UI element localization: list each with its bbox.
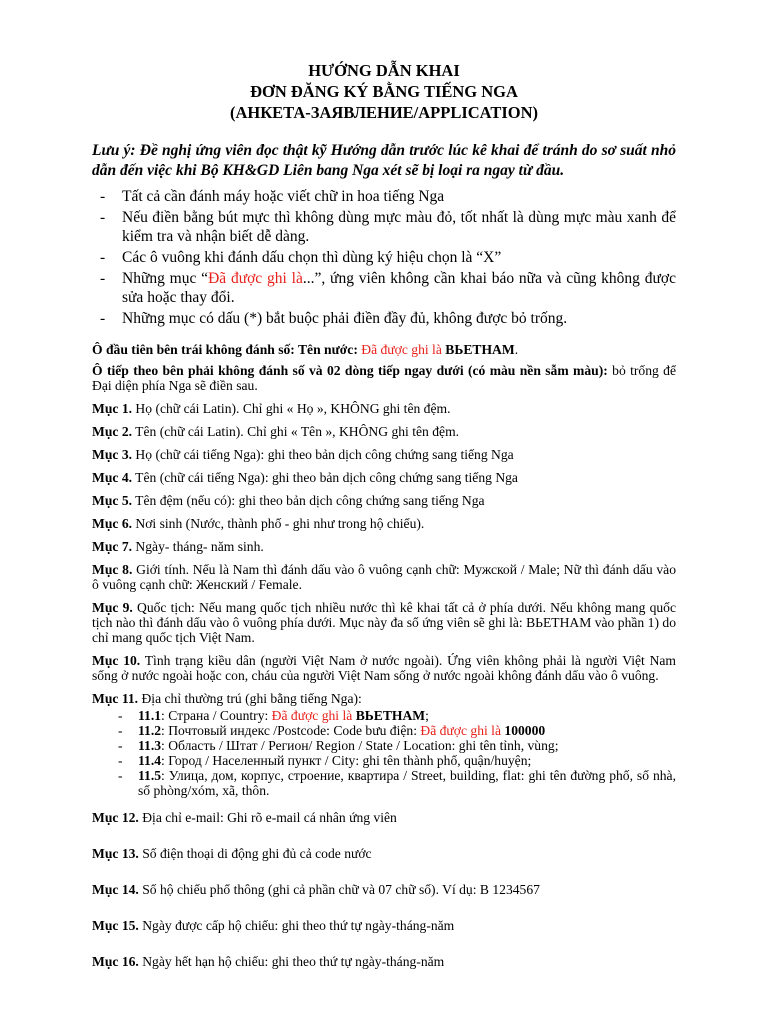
item-paragraph [92,600,676,645]
item-paragraph [92,810,676,825]
item-paragraph [92,562,676,592]
item-text: Quốc tịch: Nếu mang quốc tịch nhiều nước thì kê khai tất cả ở phía dưới. Nếu không mang quốc tịch nào thì đánh dấu vào ô vuông phía dưới. Mục này đa số ứng viên sẽ ghi là: ВЬЕТНАМ vào phần 1) do chỉ mang quốc tịch Việt Nam. [92,600,676,645]
prefilled-marker: Đã được ghi là [420,723,501,738]
item-paragraph [92,846,676,861]
country-value: ВЬЕТНАМ [352,708,426,723]
instruction-text: Những mục có dấu (*) bắt buộc phải điền đầy đủ, không được bỏ trống. [122,310,568,327]
item-paragraph [92,954,676,969]
item-text: Họ (chữ cái Latin). Chỉ ghi « Họ », KHÔNG ghi tên đệm. [132,401,451,416]
item-paragraph [92,918,676,933]
title-line-2: ĐƠN ĐĂNG KÝ BẰNG TIẾNG NGA [250,82,518,101]
instruction-item: - Những mục có dấu (*) bắt buộc phải điền đầy đủ, không được bỏ trống. [100,310,568,327]
subitem-text: : Улица, дом, корпус, строение, квартира / Street, building, flat: ghi tên đường phố, số nhà, số phòng/xóm, xã, thôn. [138,768,676,798]
instruction-text: Các ô vuông khi đánh dấu chọn thì dùng ký hiệu chọn là “X” [122,249,502,266]
item-text: Ngày được cấp hộ chiếu: ghi theo thứ tự ngày-tháng-năm [138,918,455,933]
subitem-label: 11.2 [138,723,162,738]
title-line-1: HƯỚNG DẪN KHAI [308,61,460,80]
item-text: Tình trạng kiều dân (người Việt Nam ở nước ngoài). Ứng viên không phải là người Việt Nam sống ở nước ngoài hoặc con, cháu của người Việt Nam sống ở nước ngoài không đánh dấu vào ô vuông. [92,653,676,683]
subitem-label: 11.4 [138,753,162,768]
subitem-text: : Город / Населенный пункт / City: ghi tên thành phố, quận/huyện; [161,753,532,768]
address-subitem: - 11.1: Страна / Country: Đã được ghi là ВЬЕТНАМ; [118,708,429,723]
document-page [92,60,676,969]
instruction-item: - Nếu điền bằng bút mực thì không dùng mực màu đỏ, tốt nhất là dùng mực màu xanh để kiểm tra và nhận biết dễ dàng. [100,209,676,245]
postcode-value: 100000 [501,723,546,738]
subitem-text: : Почтовый индекс /Postcode: Code bưu điện: [161,723,421,738]
item-text: Họ (chữ cái tiếng Nga): ghi theo bản dịch công chứng sang tiếng Nga [132,447,514,462]
instruction-text: Nếu điền bằng bút mực thì không dùng mực màu đỏ, tốt nhất là dùng mực màu xanh để kiểm tra và nhận biết dễ dàng. [122,209,676,245]
item-paragraph [92,493,676,508]
punctuation: . [514,342,519,357]
item-label: Mục 6. [92,516,133,531]
item-text: Địa chỉ thường trú (ghi bằng tiếng Nga): [138,691,362,706]
address-sublist [92,708,676,798]
title-line-3: (АНКЕТА-ЗАЯВЛЕНИЕ/APPLICATION) [229,103,539,122]
item-label: Mục 14. [92,882,139,897]
instruction-item: - Tất cả cần đánh máy hoặc viết chữ in hoa tiếng Nga [100,188,445,205]
subitem-label: 11.1 [138,708,162,723]
item-label: Mục 16. [92,954,139,969]
subitem-text: : Страна / Country: [161,708,272,723]
item-paragraph [92,516,676,531]
item-label: Mục 10. [92,653,141,668]
item-label: Mục 7. [92,539,133,554]
prefilled-marker: Đã được ghi là [208,270,303,287]
subitem-text: : Область / Штат / Регион/ Region / State / Location: ghi tên tỉnh, vùng; [161,738,559,753]
items-section [92,401,676,706]
item-paragraph [92,424,676,439]
instruction-item: - Những mục “Đã được ghi là...”, ứng viên không cần khai báo nữa và cũng không được sửa hoặc thay đổi. [100,270,676,306]
item-label: Mục 3. [92,447,133,462]
item-text: Nơi sinh (Nước, thành phố - ghi như trong hộ chiếu). [132,516,425,531]
item-label: Mục 13. [92,846,139,861]
item-text: Giới tính. Nếu là Nam thì đánh dấu vào ô vuông cạnh chữ: Мужской / Male; Nữ thì đánh dấu vào ô vuông cạnh chữ: Женский / Female. [92,562,676,592]
item-text: Tên (chữ cái tiếng Nga): ghi theo bản dịch công chứng sang tiếng Nga [132,470,518,485]
item-text: Tên (chữ cái Latin). Chỉ ghi « Tên », KHÔNG ghi tên đệm. [132,424,460,439]
items-section-2 [92,810,676,969]
item-paragraph [92,691,676,706]
instruction-text: Tất cả cần đánh máy hoặc viết chữ in hoa tiếng Nga [122,188,445,205]
item-text: Ngày hết hạn hộ chiếu: ghi theo thứ tự ngày-tháng-năm [138,954,445,969]
second-box-text: bỏ trống để Đại diện phía Nga sẽ điền sau. [92,363,676,393]
item-label: Mục 1. [92,401,133,416]
instruction-item: - Các ô vuông khi đánh dấu chọn thì dùng ký hiệu chọn là “X” [100,249,502,266]
prefilled-marker: Đã được ghi là [361,342,442,357]
item-label: Mục 11. [92,691,139,706]
item-label: Mục 8. [92,562,133,577]
instruction-text: Những mục “ [122,270,209,287]
item-label: Mục 12. [92,810,139,825]
subitem-label: 11.3 [138,738,162,753]
item-text: Số hộ chiếu phổ thông (ghi cả phần chữ và 07 chữ số). Ví dụ: B 1234567 [138,882,540,897]
item-paragraph [92,470,676,485]
prefilled-marker: Đã được ghi là [271,708,353,723]
item-text: Ngày- tháng- năm sinh. [132,539,264,554]
item-paragraph [92,447,676,462]
item-paragraph [92,653,676,683]
instruction-text: ...”, ứng viên không cần khai báo nữa và cũng không được sửa hoặc thay đổi. [122,270,676,306]
first-box-paragraph [92,342,676,357]
address-subitem: - 11.5: Улица, дом, корпус, строение, квартира / Street, building, flat: ghi tên đường phố, số nhà, số phòng/xóm, xã, thôn. [118,768,676,798]
item-label: Mục 15. [92,918,139,933]
item-paragraph [92,539,676,554]
first-box-label: Ô đầu tiên bên trái không đánh số: Tên nước: [92,342,362,357]
note-paragraph: Lưu ý: Đề nghị ứng viên đọc thật kỹ Hướng dẫn trước lúc kê khai để tránh do sơ suất nhỏ dẫn đến việc khi Bộ KH&GD Liên bang Nga xét sẽ bị loại ra ngay từ đầu. [92,142,676,179]
subitem-label: 11.5 [138,768,162,783]
second-box-paragraph [92,363,676,393]
item-label: Mục 5. [92,493,133,508]
punctuation: ; [425,708,429,723]
item-paragraph [92,882,676,897]
item-text: Số điện thoại di động ghi đủ cả code nước [138,846,372,861]
item-paragraph [92,401,676,416]
item-text: Địa chỉ e-mail: Ghi rõ e-mail cá nhân ứng viên [138,810,397,825]
instruction-list [92,187,676,328]
address-subitem: - 11.2: Почтовый индекс /Postcode: Code bưu điện: Đã được ghi là 100000 [118,723,546,738]
country-value: ВЬЕТНАМ [441,342,515,357]
address-subitem: - 11.4: Город / Населенный пункт / City: ghi tên thành phố, quận/huyện; [118,753,532,768]
item-label: Mục 2. [92,424,133,439]
second-box-label: Ô tiếp theo bên phải không đánh số và 02 dòng tiếp ngay dưới (có màu nền sẫm màu): [92,363,608,378]
item-text: Tên đệm (nếu có): ghi theo bản dịch công chứng sang tiếng Nga [132,493,485,508]
item-label: Mục 9. [92,600,133,615]
address-subitem: - 11.3: Область / Штат / Регион/ Region / State / Location: ghi tên tỉnh, vùng; [118,738,559,753]
item-label: Mục 4. [92,470,133,485]
